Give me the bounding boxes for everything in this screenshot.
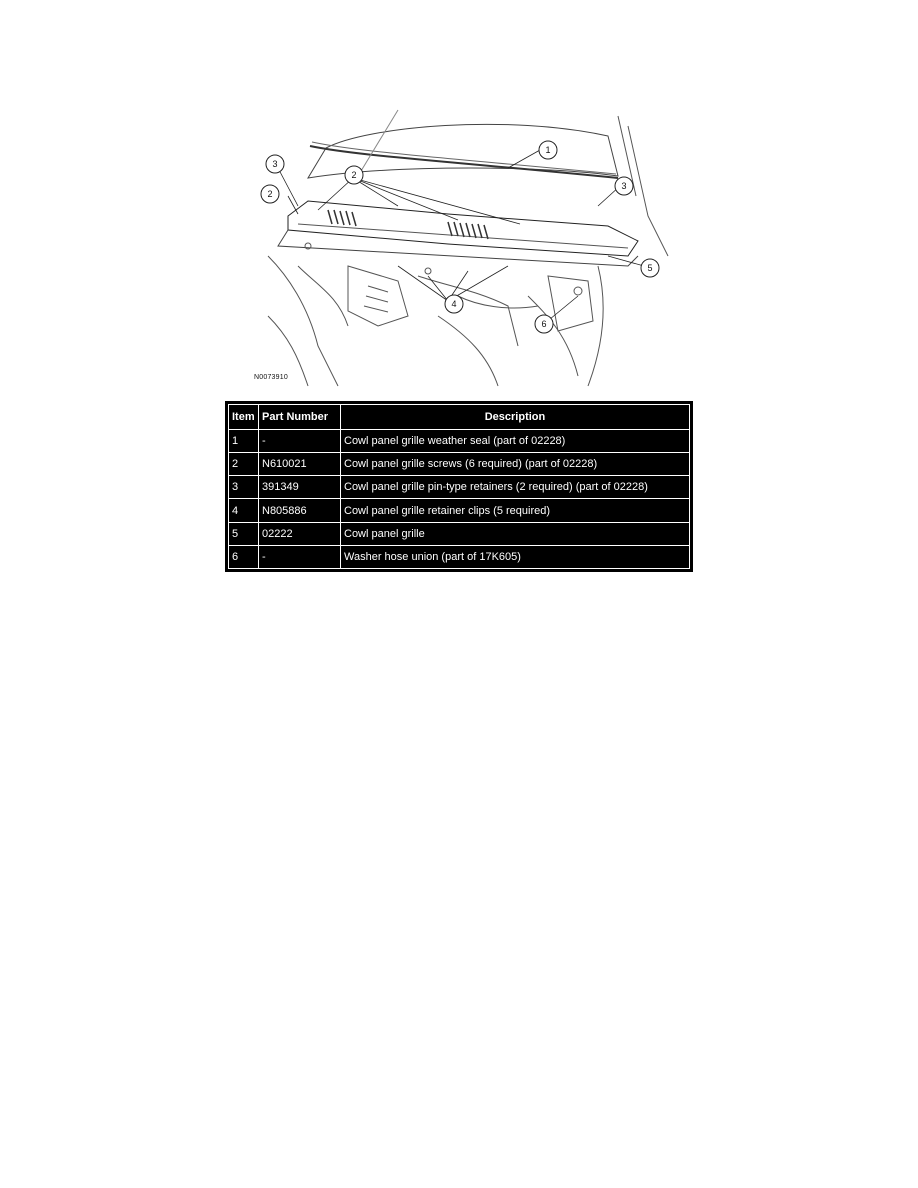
table-row (229, 499, 690, 522)
table-row (229, 430, 690, 453)
cell-description: Cowl panel grille retainer clips (5 required) (341, 499, 690, 522)
header-description: Description (341, 405, 690, 430)
callout-2-top: 2 (351, 170, 357, 180)
callout-4: 4 (451, 299, 457, 309)
cell-item: 3 (229, 476, 259, 499)
table-row (229, 522, 690, 545)
table-row (229, 453, 690, 476)
callout-1: 1 (545, 145, 551, 155)
cell-description: Cowl panel grille weather seal (part of 02228) (341, 430, 690, 453)
callout-2-left: 2 (267, 189, 273, 199)
figure-id-label: N0073910 (254, 374, 288, 381)
cowl-panel-illustration (248, 106, 692, 388)
callout-6: 6 (541, 319, 547, 329)
engine-bay-drawing (268, 243, 603, 386)
cell-description: Cowl panel grille pin-type retainers (2 required) (part of 02228) (341, 476, 690, 499)
cell-item: 1 (229, 430, 259, 453)
callout-3-left: 3 (272, 159, 278, 169)
cowl-grille-drawing (278, 201, 638, 266)
cell-part-number: N805886 (259, 499, 341, 522)
callout-5: 5 (647, 263, 653, 273)
callout-3-right: 3 (621, 181, 627, 191)
cell-part-number: N610021 (259, 453, 341, 476)
cell-item: 2 (229, 453, 259, 476)
parts-table (225, 401, 693, 572)
cell-description: Washer hose union (part of 17K605) (341, 545, 690, 568)
cell-part-number: 391349 (259, 476, 341, 499)
cell-description: Cowl panel grille screws (6 required) (part of 02228) (341, 453, 690, 476)
callout-circles (261, 141, 659, 333)
cell-item: 6 (229, 545, 259, 568)
header-item: Item (229, 405, 259, 430)
windshield-drawing (308, 110, 668, 256)
cell-item: 4 (229, 499, 259, 522)
cell-part-number: 02222 (259, 522, 341, 545)
cell-item: 5 (229, 522, 259, 545)
cell-description: Cowl panel grille (341, 522, 690, 545)
cell-part-number: - (259, 430, 341, 453)
header-part-number: Part Number (259, 405, 341, 430)
table-row (229, 545, 690, 568)
table-header-row (229, 405, 690, 430)
cell-part-number: - (259, 545, 341, 568)
table-row (229, 476, 690, 499)
